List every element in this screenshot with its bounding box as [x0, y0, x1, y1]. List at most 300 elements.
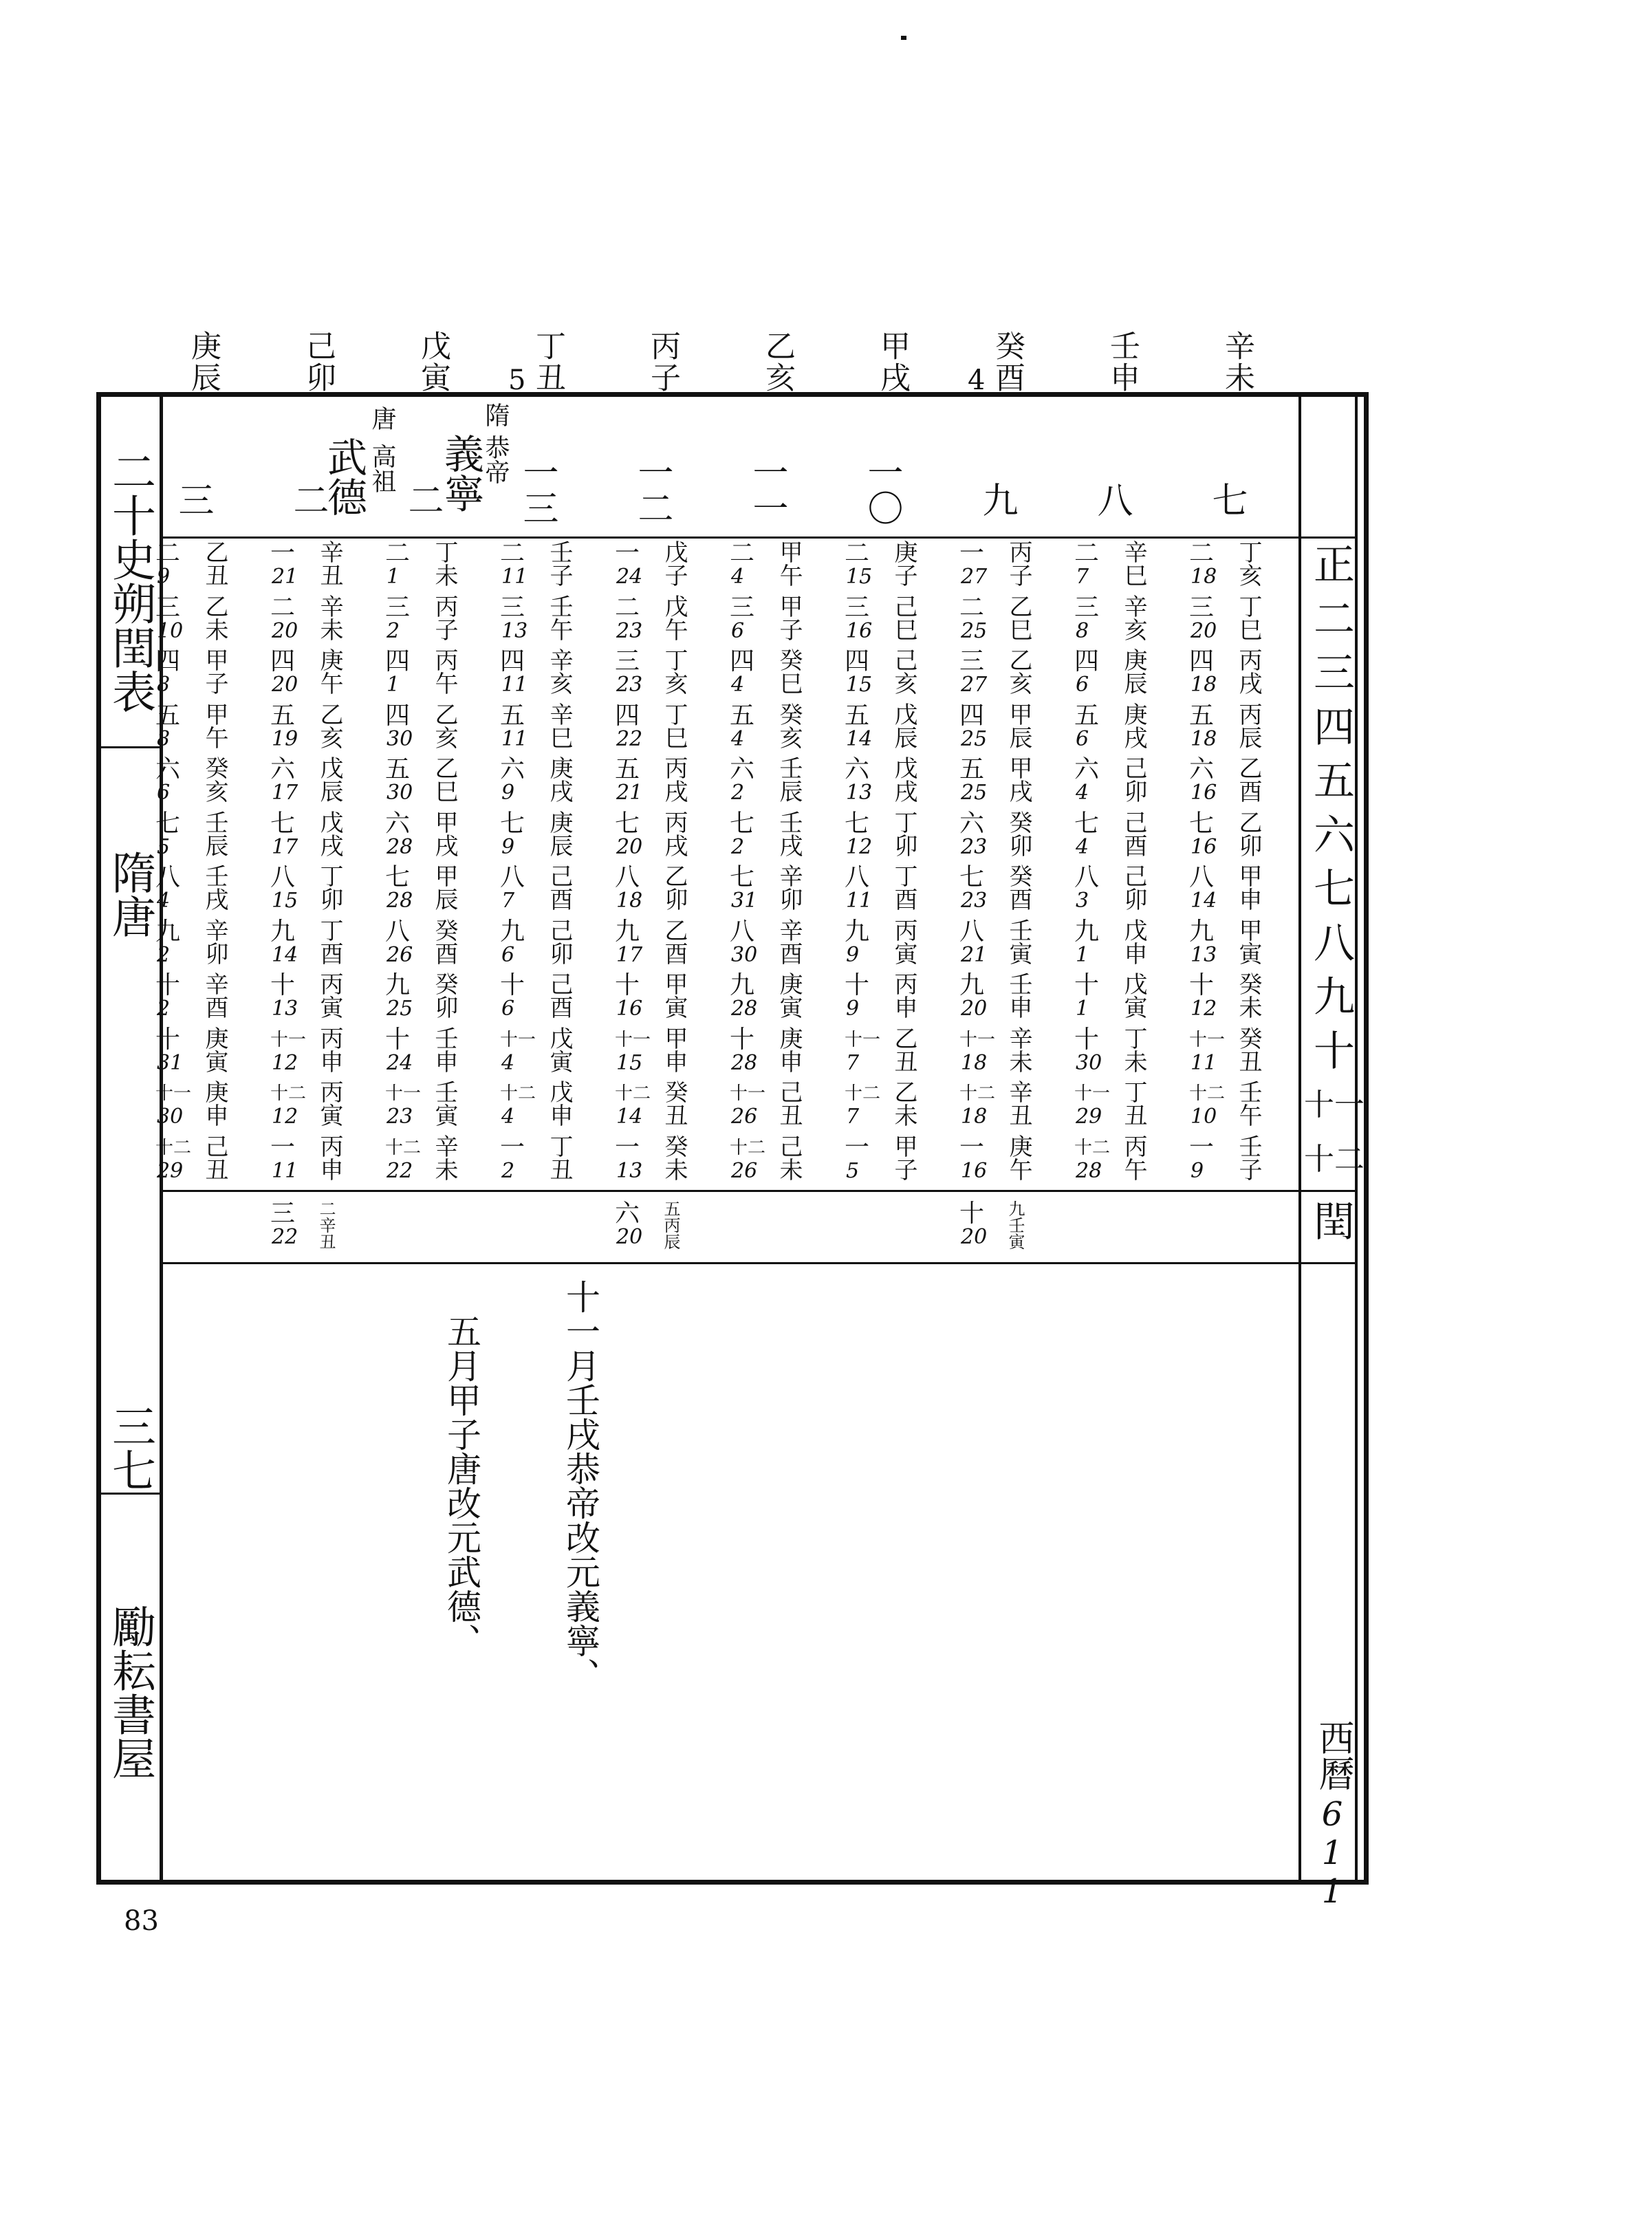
month-cell: [496, 702, 599, 753]
new-moon-ganzhi: 己巳: [890, 594, 917, 641]
western-month: 四: [1074, 647, 1100, 675]
month-cell: [1185, 1134, 1288, 1185]
new-moon-ganzhi: 庚寅: [201, 1026, 228, 1073]
month-cell: [726, 594, 829, 645]
western-month: 十: [1074, 971, 1100, 999]
new-moon-ganzhi: 丁巳: [660, 702, 688, 749]
month-label: 十: [1314, 1027, 1355, 1076]
month-cell: [381, 972, 484, 1023]
western-month: 二: [1189, 539, 1215, 567]
western-month: 四: [845, 647, 870, 675]
month-cell: [611, 540, 714, 591]
western-day: 8: [157, 726, 171, 751]
western-month: 一: [1189, 1133, 1215, 1162]
western-month: 九: [155, 917, 181, 946]
western-month: 十二: [1074, 1137, 1111, 1158]
new-moon-ganzhi: 丙午: [431, 648, 458, 695]
month-cell: [496, 540, 599, 591]
western-day: 20: [961, 997, 988, 1021]
year-header: [726, 330, 829, 393]
month-cell: [840, 1026, 944, 1077]
leap-end-rule: [160, 1262, 1358, 1264]
western-day: 29: [157, 1158, 184, 1183]
new-moon-ganzhi: 乙未: [890, 1080, 917, 1127]
western-day: 6: [501, 942, 515, 967]
new-moon-ganzhi: 辛巳: [1120, 540, 1147, 587]
new-moon-ganzhi: 甲子: [775, 594, 803, 641]
new-moon-ganzhi: 壬午: [545, 594, 573, 641]
month-cell: [1185, 1080, 1288, 1131]
western-day: 6: [731, 618, 745, 643]
western-month: 十: [730, 1025, 755, 1054]
month-cell: [151, 540, 254, 591]
western-month: 二: [959, 593, 985, 622]
new-moon-ganzhi: 庚子: [890, 540, 917, 587]
western-day: 4: [731, 673, 745, 697]
month-cell: [381, 702, 484, 753]
new-moon-ganzhi: 癸丑: [660, 1080, 688, 1127]
western-month: 八: [845, 863, 870, 891]
western-day: 16: [961, 1158, 988, 1183]
sui-emperor-label: 恭帝: [481, 435, 510, 484]
month-cell: [381, 1080, 484, 1131]
month-cell: [611, 972, 714, 1023]
month-cell: [496, 972, 599, 1023]
western-day: 28: [731, 997, 758, 1021]
month-cell: [381, 1134, 484, 1185]
note-tang-era-change: 五月甲子唐改元武德、: [442, 1314, 481, 1658]
era-year-number: 三: [172, 481, 213, 517]
era-year-number: 一一: [746, 454, 787, 525]
western-day: 2: [501, 1158, 515, 1183]
tang-era-name: 武德: [320, 437, 367, 517]
western-month: 八: [959, 917, 985, 946]
month-cell: [955, 540, 1058, 591]
western-day: 16: [1191, 781, 1217, 805]
new-moon-ganzhi: 己卯: [1120, 756, 1147, 803]
month-cell: [496, 864, 599, 915]
western-day: 17: [272, 781, 298, 805]
western-day: 16: [616, 997, 643, 1021]
month-cell: [726, 918, 829, 969]
western-day: 21: [616, 781, 643, 805]
western-day: 9: [157, 565, 171, 589]
month-cell: [266, 1200, 369, 1251]
year-mark: 5: [508, 365, 526, 396]
new-moon-ganzhi: 九壬寅: [1006, 1200, 1025, 1250]
month-cell: [611, 810, 714, 861]
western-month: 四: [615, 701, 640, 730]
western-day: 7: [1076, 565, 1089, 589]
western-month: 十一: [500, 1029, 536, 1050]
month-cell: [1070, 1080, 1173, 1131]
western-day: 31: [157, 1050, 184, 1075]
year-header: [1070, 330, 1173, 393]
new-moon-ganzhi: 戊午: [660, 594, 688, 641]
western-month: 十一: [959, 1029, 996, 1050]
new-moon-ganzhi: 辛未: [1005, 1026, 1032, 1073]
month-cell: [840, 540, 944, 591]
month-cell: [496, 648, 599, 699]
western-day: 22: [272, 1225, 298, 1249]
month-cell: [381, 864, 484, 915]
western-month: 五: [959, 755, 985, 783]
month-cell: [726, 864, 829, 915]
ink-speck: [901, 36, 906, 40]
western-month: 六: [615, 1200, 640, 1228]
new-moon-ganzhi: 癸未: [1235, 972, 1262, 1019]
new-moon-ganzhi: 辛卯: [201, 918, 228, 965]
year-ganzhi: 甲戌: [875, 330, 910, 393]
western-month: 七: [385, 863, 411, 891]
year-ganzhi: 乙亥: [760, 330, 795, 393]
western-day: 21: [961, 942, 988, 967]
western-month: 八: [730, 917, 755, 946]
month-cell: [266, 972, 369, 1023]
month-cell: [496, 918, 599, 969]
new-moon-ganzhi: 壬辰: [775, 756, 803, 803]
year-ganzhi: 丁丑: [530, 330, 565, 393]
month-cell: [1070, 810, 1173, 861]
new-moon-ganzhi: 乙酉: [1235, 756, 1262, 803]
new-moon-ganzhi: 壬午: [1235, 1080, 1262, 1127]
western-month: 十一: [1074, 1083, 1111, 1104]
western-day: 30: [731, 942, 758, 967]
new-moon-ganzhi: 丁未: [431, 540, 458, 587]
western-day: 23: [387, 1105, 413, 1129]
new-moon-ganzhi: 癸未: [660, 1134, 688, 1181]
western-month: 一: [845, 1133, 870, 1162]
new-moon-ganzhi: 庚午: [316, 648, 343, 695]
western-month: 二: [155, 539, 181, 567]
western-day: 18: [1191, 673, 1217, 697]
month-cell: [955, 648, 1058, 699]
western-month: 十: [155, 1025, 181, 1054]
month-label: 正: [1314, 541, 1355, 589]
western-month: 二: [845, 539, 870, 567]
western-month: 四: [155, 647, 181, 675]
western-day: 1: [1076, 997, 1089, 1021]
year-ganzhi: 辛未: [1219, 330, 1254, 393]
western-day: 7: [846, 1050, 860, 1075]
era-year-number: 九: [976, 481, 1017, 517]
month-cell: [726, 702, 829, 753]
western-day: 23: [616, 673, 643, 697]
new-moon-ganzhi: 丙戌: [1235, 648, 1262, 695]
western-month: 二: [500, 539, 525, 567]
month-cell: [381, 756, 484, 807]
month-cell: [955, 702, 1058, 753]
new-moon-ganzhi: 己酉: [545, 972, 573, 1019]
era-year-number: 一二: [631, 454, 673, 525]
western-day: 7: [846, 1105, 860, 1129]
era-year-number: 八: [1091, 481, 1132, 517]
month-cell: [1185, 540, 1288, 591]
western-month: 三: [1189, 593, 1215, 622]
western-day: 26: [731, 1105, 758, 1129]
western-month: 一: [500, 1133, 525, 1162]
era-year-number: 七: [1206, 481, 1247, 517]
new-moon-ganzhi: 癸卯: [1005, 810, 1032, 857]
month-label: 七: [1314, 865, 1355, 913]
western-month: 九: [615, 917, 640, 946]
month-cell: [611, 864, 714, 915]
western-day: 13: [846, 781, 873, 805]
western-month: 十: [845, 971, 870, 999]
western-month: 二: [730, 539, 755, 567]
new-moon-ganzhi: 甲午: [775, 540, 803, 587]
month-cell: [151, 648, 254, 699]
western-day: 20: [616, 834, 643, 859]
new-moon-ganzhi: 乙卯: [660, 864, 688, 911]
western-month: 九: [730, 971, 755, 999]
western-day: 26: [731, 1158, 758, 1183]
new-moon-ganzhi: 甲寅: [1235, 918, 1262, 965]
western-month: 十: [615, 971, 640, 999]
month-cell: [266, 810, 369, 861]
new-moon-ganzhi: 丙戌: [660, 810, 688, 857]
western-day: 23: [616, 618, 643, 643]
new-moon-ganzhi: 甲辰: [431, 864, 458, 911]
western-month: 十: [1074, 1025, 1100, 1054]
new-moon-ganzhi: 乙丑: [890, 1026, 917, 1073]
month-cell: [955, 972, 1058, 1023]
western-day: 21: [272, 565, 298, 589]
western-day: 23: [961, 834, 988, 859]
month-cell: [1185, 918, 1288, 969]
western-day: 11: [1191, 1050, 1217, 1075]
western-month: 八: [155, 863, 181, 891]
western-month: 二: [385, 539, 411, 567]
month-cell: [496, 594, 599, 645]
western-month: 九: [959, 971, 985, 999]
western-day: 22: [616, 726, 643, 751]
western-day: 4: [501, 1050, 515, 1075]
western-month: 七: [730, 863, 755, 891]
western-month: 八: [1074, 863, 1100, 891]
western-month: 四: [500, 647, 525, 675]
western-month: 一: [270, 539, 296, 567]
western-month: 十一: [155, 1083, 192, 1104]
month-cell: [1070, 1026, 1173, 1077]
new-moon-ganzhi: 丙子: [431, 594, 458, 641]
new-moon-ganzhi: 乙亥: [316, 702, 343, 749]
western-day: 1: [1076, 942, 1089, 967]
month-cell: [381, 810, 484, 861]
western-day: 24: [616, 565, 643, 589]
month-cell: [840, 918, 944, 969]
new-moon-ganzhi: 癸酉: [431, 918, 458, 965]
western-month: 五: [500, 701, 525, 730]
new-moon-ganzhi: 庚戌: [1120, 702, 1147, 749]
western-month: 五: [385, 755, 411, 783]
western-month: 四: [1189, 647, 1215, 675]
month-cell: [726, 756, 829, 807]
year-ganzhi: 癸酉: [990, 330, 1025, 393]
western-month: 一: [959, 1133, 985, 1162]
new-moon-ganzhi: 丁丑: [1120, 1080, 1147, 1127]
western-day: 16: [1191, 834, 1217, 859]
western-day: 22: [387, 1158, 413, 1183]
western-month: 一: [270, 1133, 296, 1162]
western-month: 二: [270, 593, 296, 622]
western-day: 13: [616, 1158, 643, 1183]
new-moon-ganzhi: 己酉: [1120, 810, 1147, 857]
western-month: 十二: [615, 1083, 651, 1104]
western-day: 4: [731, 726, 745, 751]
western-day: 5: [846, 1158, 860, 1183]
month-cell: [840, 1134, 944, 1185]
western-day: 13: [272, 997, 298, 1021]
month-cell: [266, 594, 369, 645]
month-cell: [955, 918, 1058, 969]
new-moon-ganzhi: 戊辰: [316, 756, 343, 803]
month-cell: [151, 702, 254, 753]
month-cell: [726, 1134, 829, 1185]
new-moon-ganzhi: 己卯: [1120, 864, 1147, 911]
western-month: 九: [1074, 917, 1100, 946]
western-day: 6: [157, 781, 171, 805]
new-moon-ganzhi: 壬申: [431, 1026, 458, 1073]
month-label: 四: [1314, 703, 1355, 752]
month-cell: [1070, 702, 1173, 753]
new-moon-ganzhi: 辛丑: [1005, 1080, 1032, 1127]
western-day: 9: [846, 997, 860, 1021]
month-cell: [955, 594, 1058, 645]
era-year-number: 一三: [517, 454, 558, 525]
western-month: 八: [270, 863, 296, 891]
western-day: 14: [272, 942, 298, 967]
western-month: 七: [730, 809, 755, 838]
western-day: 12: [272, 1105, 298, 1129]
month-cell: [381, 1026, 484, 1077]
western-month: 三: [1074, 593, 1100, 622]
month-cell: [840, 648, 944, 699]
months-end-rule: [160, 1190, 1358, 1192]
month-cell: [151, 594, 254, 645]
western-day: 2: [157, 997, 171, 1021]
new-moon-ganzhi: 庚午: [1005, 1134, 1032, 1181]
note-sui-era-change: 十一月壬戌恭帝改元義寧、: [561, 1279, 600, 1692]
month-cell: [1070, 918, 1173, 969]
western-month: 五: [270, 701, 296, 730]
new-moon-ganzhi: 壬辰: [201, 810, 228, 857]
western-day: 15: [846, 673, 873, 697]
month-cell: [151, 756, 254, 807]
new-moon-ganzhi: 辛卯: [775, 864, 803, 911]
western-day: 23: [961, 889, 988, 913]
month-cell: [611, 1080, 714, 1131]
month-cell: [1185, 648, 1288, 699]
western-day: 5: [157, 834, 171, 859]
western-day: 11: [501, 565, 528, 589]
year-header: [955, 330, 1058, 396]
new-moon-ganzhi: 壬寅: [431, 1080, 458, 1127]
western-day: 27: [961, 565, 988, 589]
new-moon-ganzhi: 丁亥: [1235, 540, 1262, 587]
western-day: 2: [387, 618, 400, 643]
new-moon-ganzhi: 戊戌: [316, 810, 343, 857]
month-cell: [151, 864, 254, 915]
month-cell: [381, 540, 484, 591]
month-cell: [151, 1134, 254, 1185]
era-year-number: 二: [402, 481, 443, 517]
new-moon-ganzhi: 甲辰: [1005, 702, 1032, 749]
western-month: 十二: [270, 1083, 307, 1104]
new-moon-ganzhi: 辛酉: [775, 918, 803, 965]
sui-era-name: 義寧: [437, 433, 484, 513]
western-month: 九: [500, 917, 525, 946]
new-moon-ganzhi: 丙午: [1120, 1134, 1147, 1181]
western-month: 三: [615, 647, 640, 675]
western-day: 31: [731, 889, 758, 913]
month-cell: [840, 702, 944, 753]
new-moon-ganzhi: 甲戌: [1005, 756, 1032, 803]
month-cell: [611, 1134, 714, 1185]
new-moon-ganzhi: 辛巳: [545, 702, 573, 749]
month-cell: [611, 648, 714, 699]
month-cell: [381, 648, 484, 699]
new-moon-ganzhi: 甲戌: [431, 810, 458, 857]
new-moon-ganzhi: 丁卯: [316, 864, 343, 911]
western-month: 十二: [959, 1083, 996, 1104]
western-day: 28: [387, 889, 413, 913]
western-day: 24: [387, 1050, 413, 1075]
western-day: 17: [616, 942, 643, 967]
new-moon-ganzhi: 甲申: [1235, 864, 1262, 911]
new-moon-ganzhi: 辛未: [316, 594, 343, 641]
month-cell: [840, 972, 944, 1023]
new-moon-ganzhi: 癸亥: [775, 702, 803, 749]
western-day: 2: [731, 834, 745, 859]
western-year-value: 611: [1313, 1795, 1351, 1911]
month-cell: [151, 810, 254, 861]
western-day: 30: [387, 726, 413, 751]
western-day: 4: [731, 565, 745, 589]
new-moon-ganzhi: 戊戌: [890, 756, 917, 803]
western-month: 十一: [270, 1029, 307, 1050]
new-moon-ganzhi: 乙丑: [201, 540, 228, 587]
month-label: 二: [1314, 595, 1355, 644]
western-month: 三: [155, 593, 181, 622]
new-moon-ganzhi: 癸卯: [431, 972, 458, 1019]
month-label: 六: [1314, 811, 1355, 860]
western-month: 九: [270, 917, 296, 946]
new-moon-ganzhi: 甲申: [660, 1026, 688, 1073]
western-day: 10: [1191, 1105, 1217, 1129]
western-day: 7: [501, 889, 515, 913]
new-moon-ganzhi: 丙寅: [316, 1080, 343, 1127]
month-label: 八: [1314, 919, 1355, 968]
western-month: 十: [385, 1025, 411, 1054]
new-moon-ganzhi: 二辛丑: [316, 1200, 336, 1250]
tang-dynasty-label: 唐: [368, 406, 396, 431]
western-month: 五: [1189, 701, 1215, 730]
new-moon-ganzhi: 乙酉: [660, 918, 688, 965]
new-moon-ganzhi: 丁酉: [890, 864, 917, 911]
new-moon-ganzhi: 壬申: [1005, 972, 1032, 1019]
western-month: 九: [845, 917, 870, 946]
western-day: 26: [387, 942, 413, 967]
new-moon-ganzhi: 癸巳: [775, 648, 803, 695]
western-month: 七: [959, 863, 985, 891]
western-day: 18: [961, 1105, 988, 1129]
year-ganzhi: 丙子: [645, 330, 680, 393]
new-moon-ganzhi: 癸丑: [1235, 1026, 1262, 1073]
new-moon-ganzhi: 丙申: [316, 1134, 343, 1181]
western-month: 六: [1074, 755, 1100, 783]
western-month: 十: [155, 971, 181, 999]
